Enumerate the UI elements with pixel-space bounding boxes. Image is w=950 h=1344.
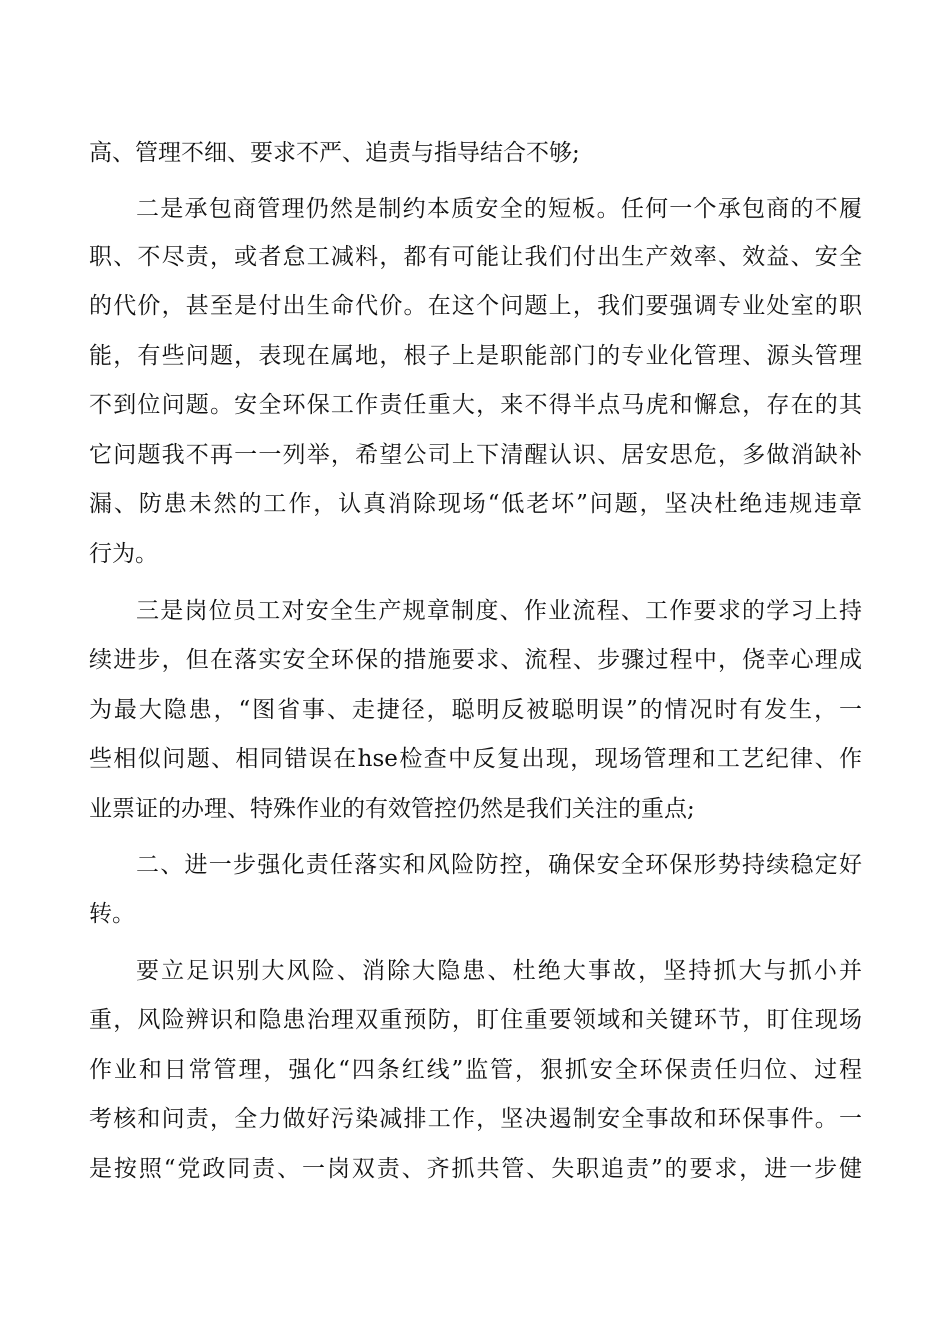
text-line: 些相似问题、相同错误在hse检查中反复出现，现场管理和工艺纪律、作 (89, 746, 862, 772)
text-line: 不到位问题。安全环保工作责任重大，来不得半点马虎和懈怠，存在的其 (89, 392, 862, 418)
text-line: 重，风险辨识和隐患治理双重预防，盯住重要领域和关键环节，盯住现场 (89, 1007, 862, 1033)
paragraph-first-line: 二是承包商管理仍然是制约本质安全的短板。任何一个承包商的不履 (136, 196, 862, 222)
section-heading-continuation: 转。 (89, 901, 135, 927)
text-line: 行为。 (89, 541, 158, 567)
text-line: 考核和问责，全力做好污染减排工作，坚决遏制安全事故和环保事件。一 (89, 1106, 862, 1132)
text-line: 能，有些问题，表现在属地，根子上是职能部门的专业化管理、源头管理 (89, 343, 862, 369)
text-line: 职、不尽责，或者怠工减料，都有可能让我们付出生产效率、效益、安全 (89, 244, 862, 270)
text-line: 业票证的办理、特殊作业的有效管控仍然是我们关注的重点; (89, 796, 695, 822)
text-line: 续进步，但在落实安全环保的措施要求、流程、步骤过程中，侥幸心理成 (89, 647, 862, 673)
text-line: 它问题我不再一一列举，希望公司上下清醒认识、居安思危，多做消缺补 (89, 442, 862, 468)
text-line: 的代价，甚至是付出生命代价。在这个问题上，我们要强调专业处室的职 (89, 293, 862, 319)
text-line: 漏、防患未然的工作，认真消除现场“低老坏”问题，坚决杜绝违规违章 (89, 491, 862, 517)
paragraph-first-line: 要立足识别大风险、消除大隐患、杜绝大事故，坚持抓大与抓小并 (136, 958, 862, 984)
text-line: 高、管理不细、要求不严、追责与指导结合不够; (89, 140, 580, 166)
text-line: 作业和日常管理，强化“四条红线”监管，狠抓安全环保责任归位、过程 (89, 1057, 862, 1083)
text-line: 为最大隐患，“图省事、走捷径，聪明反被聪明误”的情况时有发生，一 (89, 697, 862, 723)
paragraph-first-line: 三是岗位员工对安全生产规章制度、作业流程、工作要求的学习上持 (136, 598, 862, 624)
text-line: 是按照“党政同责、一岗双责、齐抓共管、失职追责”的要求，进一步健 (89, 1156, 862, 1182)
section-heading: 二、进一步强化责任落实和风险防控，确保安全环保形势持续稳定好 (136, 852, 862, 878)
